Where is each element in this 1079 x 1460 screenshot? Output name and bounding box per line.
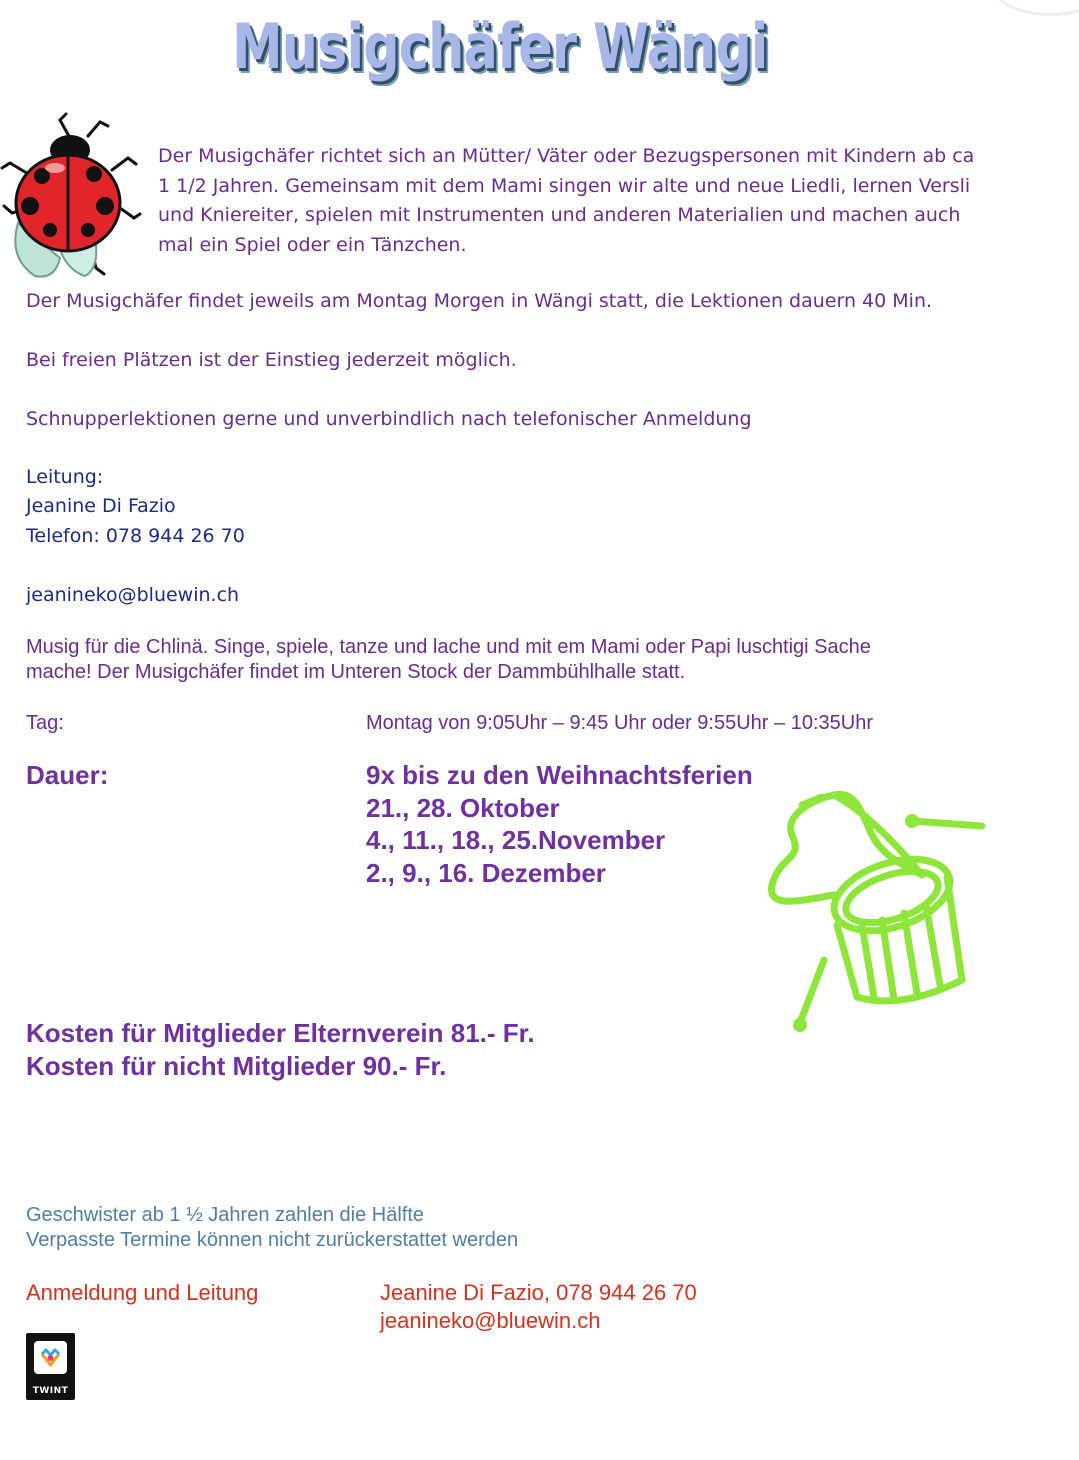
contact-name: Jeanine Di Fazio [26, 495, 176, 517]
note-missed-dates: Verpasste Termine können nicht zurückerstattet werden [26, 1229, 519, 1251]
intro-line: und Kniereiter, spielen mit Instrumenten und anderen Materialien und machen auch [158, 204, 961, 226]
dialect-line: mache! Der Musigchäfer findet im Unteren Stock der Dammbühlhalle statt. [26, 661, 686, 683]
contact-email-link[interactable]: jeanineko@bluewin.ch [26, 584, 240, 606]
entry-text: Bei freien Plätzen ist der Einstieg jederzeit möglich. [26, 349, 517, 371]
intro-text [158, 142, 1018, 260]
dauer-dates [366, 759, 753, 889]
dialect-text [26, 635, 871, 685]
tag-value: Montag von 9:05Uhr – 9:45 Uhr oder 9:55Uhr – 10:35Uhr [366, 712, 873, 734]
registration-label: Anmeldung und Leitung [26, 1280, 259, 1305]
page-title: Musigchäfer Wängi [232, 10, 768, 83]
twint-logo-icon[interactable] [26, 1333, 75, 1400]
twint-symbol-icon [34, 1341, 67, 1374]
corner-decoration [993, 0, 1079, 16]
cost-non-members: Kosten für nicht Mitglieder 90.- Fr. [26, 1050, 447, 1081]
registration-contact: Jeanine Di Fazio, 078 944 26 70 [380, 1280, 697, 1305]
dauer-line: 4., 11., 18., 25.November [366, 825, 666, 855]
drum-icon [762, 785, 987, 1035]
tag-label: Tag: [26, 712, 64, 734]
dialect-line: Musig für die Chlinä. Singe, spiele, tanze und lache und mit em Mami oder Papi luschtigi Sache [26, 636, 871, 658]
intro-line: 1 1/2 Jahren. Gemeinsam mit dem Mami singen wir alte und neue Liedli, lernen Versli [158, 174, 971, 197]
intro-line: mal ein Spiel oder ein Tänzchen. [158, 233, 467, 256]
dauer-line: 21., 28. Oktober [366, 792, 560, 823]
cost-members: Kosten für Mitglieder Elternverein 81.- Fr. [26, 1018, 535, 1048]
registration-email-link[interactable]: jeanineko@bluewin.ch [380, 1308, 601, 1333]
trial-text: Schnupperlektionen gerne und unverbindlich nach telefonischer Anmeldung [26, 408, 752, 430]
contact-heading: Leitung: [26, 466, 104, 488]
costs-block [26, 1017, 535, 1082]
contact-phone[interactable]: Telefon: 078 944 26 70 [26, 525, 245, 547]
schedule-text: Der Musigchäfer findet jeweils am Montag Morgen in Wängi statt, die Lektionen dauern 40 Min. [26, 290, 933, 312]
dauer-label: Dauer: [26, 760, 109, 790]
intro-line: Der Musigchäfer richtet sich an Mütter/ Väter oder Bezugspersonen mit Kindern ab ca [158, 145, 975, 167]
note-siblings: Geschwister ab 1 ½ Jahren zahlen die Hälfte [26, 1204, 424, 1226]
dauer-line: 2., 9., 16. Dezember [366, 857, 606, 888]
twint-label: TWINT [32, 1386, 69, 1396]
ladybug-icon [0, 108, 145, 283]
dauer-line: 9x bis zu den Weihnachtsferien [366, 760, 753, 790]
